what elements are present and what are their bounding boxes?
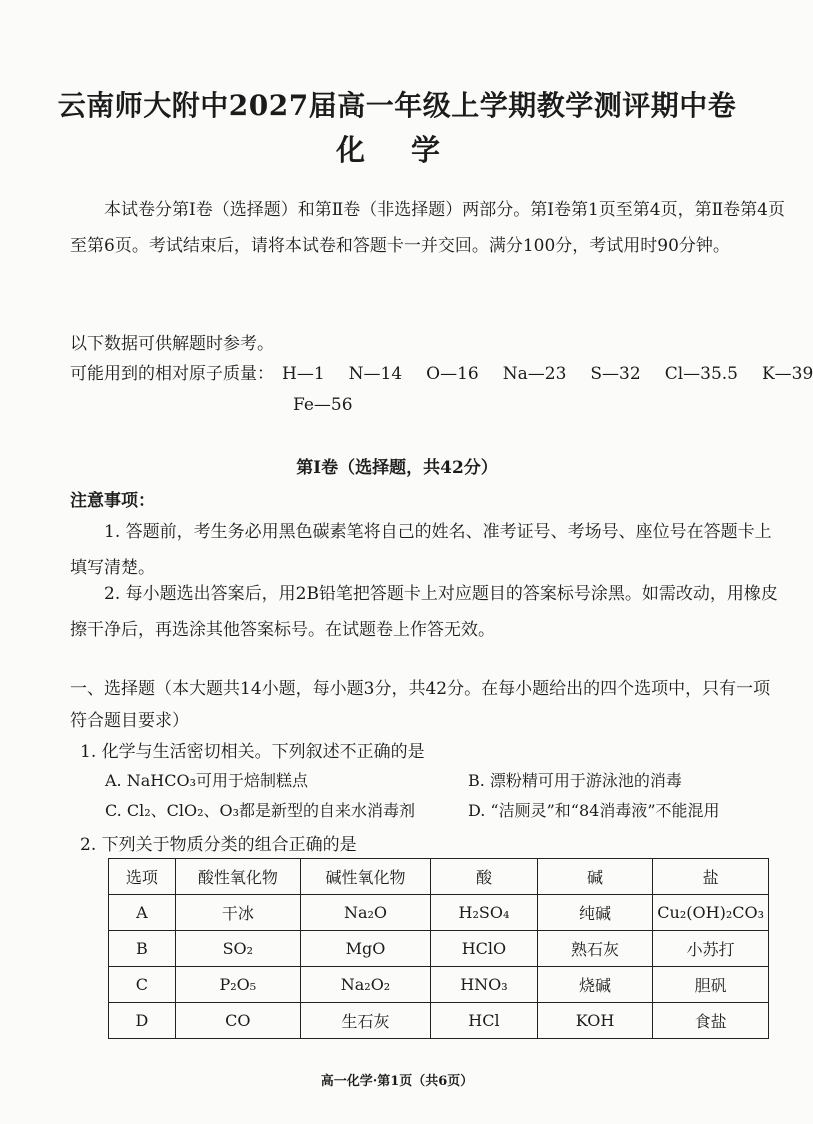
table-cell: 胆矾 (653, 967, 769, 1003)
table-cell: HClO (431, 931, 538, 967)
question-1-option-a: A. NaHCO₃可用于焙制糕点 (105, 771, 308, 790)
table-cell: P₂O₅ (175, 967, 300, 1003)
table-cell: H₂SO₄ (431, 895, 538, 931)
mass-item: Cl—35.5 (664, 364, 738, 384)
mass-item: S—32 (590, 364, 641, 384)
table-cell: D (109, 1003, 176, 1039)
table-cell: Na₂O₂ (300, 967, 430, 1003)
exam-instructions: 本试卷分第Ⅰ卷（选择题）和第Ⅱ卷（非选择题）两部分。第Ⅰ卷第1页至第4页，第Ⅱ卷第4页至第6页。考试结束后，请将本试卷和答题卡一并交回。满分100分，考试用时90分钟。 (70, 200, 785, 256)
notes-heading: 注意事项： (70, 491, 155, 511)
mass-item: K—39 (761, 364, 813, 384)
question-1-stem: 1. 化学与生活密切相关。下列叙述不正确的是 (80, 742, 425, 762)
table-cell: MgO (300, 931, 430, 967)
table-cell: 生石灰 (300, 1003, 430, 1039)
mass-item: H—1 (282, 364, 325, 384)
table-cell: 熟石灰 (537, 931, 653, 967)
table-cell: A (109, 895, 176, 931)
table-cell: SO₂ (175, 931, 300, 967)
atomic-masses (70, 356, 813, 392)
table-row (109, 1003, 769, 1039)
table-row (109, 931, 769, 967)
mass-item: Na—23 (502, 364, 567, 384)
page-footer: 高一化学·第1页（共6页） (320, 1074, 474, 1089)
mass-item: N—14 (348, 364, 403, 384)
table-cell: 食盐 (653, 1003, 769, 1039)
question-1-option-d: D. “洁厕灵”和“84消毒液”不能混用 (468, 801, 720, 820)
part-heading: 一、选择题（本大题共14小题，每小题3分，共42分。在每小题给出的四个选项中，只有一项符合题目要求） (70, 679, 771, 731)
question-2-stem: 2. 下列关于物质分类的组合正确的是 (80, 835, 357, 855)
table-cell: Na₂O (300, 895, 430, 931)
table-cell: KOH (537, 1003, 653, 1039)
note-1: 1. 答题前，考生务必用黑色碳素笔将自己的姓名、准考证号、考场号、座位号在答题卡上填写清楚。 (70, 522, 772, 578)
table-cell: 纯碱 (537, 895, 653, 931)
table-row (109, 895, 769, 931)
question-1-option-b: B. 漂粉精可用于游泳池的消毒 (468, 771, 682, 790)
atomic-masses-label: 可能用到的相对原子质量： (70, 364, 274, 384)
question-1-option-c: C. Cl₂、ClO₂、O₃都是新型的自来水消毒剂 (105, 801, 416, 820)
table-row (109, 967, 769, 1003)
table-header-cell: 酸性氧化物 (175, 859, 300, 895)
table-header-cell: 碱性氧化物 (300, 859, 430, 895)
table-cell: Cu₂(OH)₂CO₃ (653, 895, 769, 931)
table-cell: 小苏打 (653, 931, 769, 967)
section-title: 第Ⅰ卷（选择题，共42分） (296, 458, 498, 478)
table-header-cell: 选项 (109, 859, 176, 895)
mass-item-fe: Fe—56 (293, 395, 353, 415)
table-cell: 烧碱 (537, 967, 653, 1003)
table-cell: B (109, 931, 176, 967)
table-cell: HNO₃ (431, 967, 538, 1003)
table-header-cell: 酸 (431, 859, 538, 895)
mass-item: O—16 (426, 364, 479, 384)
table-header-row (109, 859, 769, 895)
table-cell: C (109, 967, 176, 1003)
note-2: 2. 每小题选出答案后，用2B铅笔把答题卡上对应题目的答案标号涂黑。如需改动，用橡皮擦干净后，再选涂其他答案标号。在试题卷上作答无效。 (70, 584, 778, 640)
reference-note: 以下数据可供解题时参考。 (70, 334, 274, 354)
table-cell: CO (175, 1003, 300, 1039)
table-header-cell: 盐 (653, 859, 769, 895)
exam-title: 云南师大附中2027届高一年级上学期教学测评期中卷 (57, 89, 737, 122)
subject-title: 化 学 (335, 133, 459, 167)
table-cell: HCl (431, 1003, 538, 1039)
table-header-cell: 碱 (537, 859, 653, 895)
classification-table (108, 858, 769, 1039)
table-cell: 干冰 (175, 895, 300, 931)
